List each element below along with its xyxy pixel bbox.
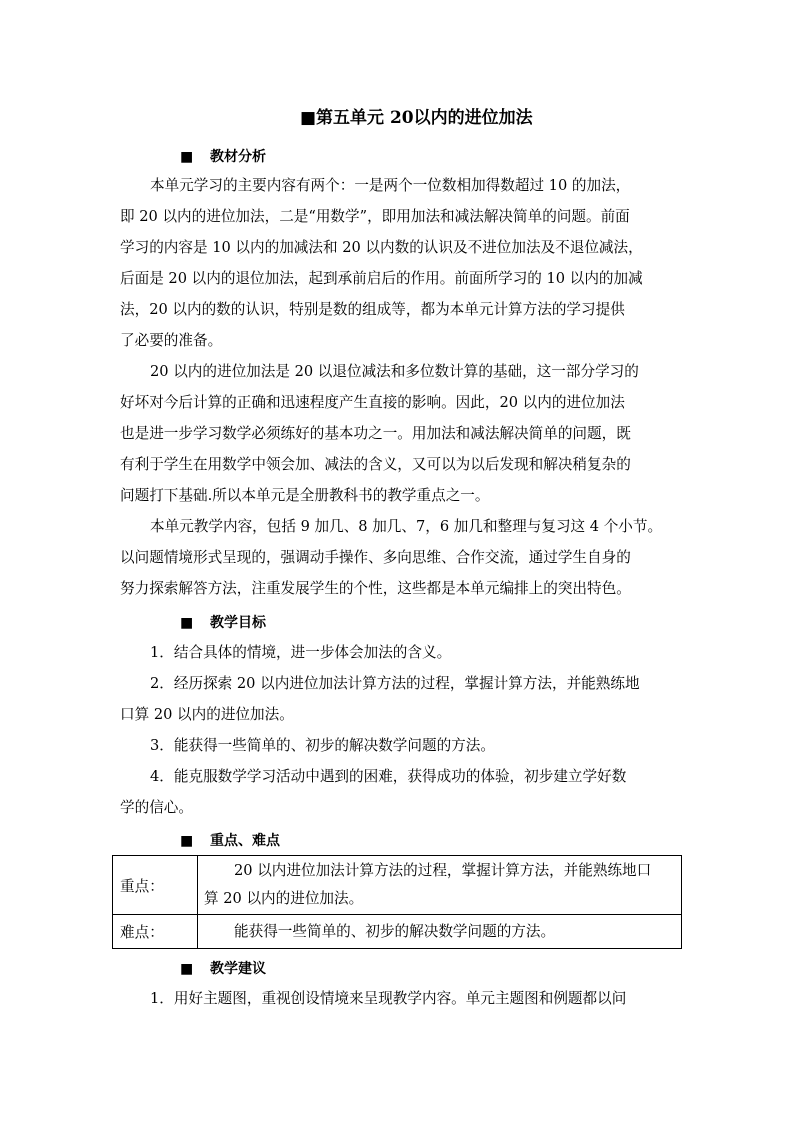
square-bullet-icon: ■ — [180, 961, 194, 977]
square-bullet-icon: ■ — [180, 149, 194, 165]
goal-item: 2．经历探索 20 以内进位加法计算方法的过程，掌握计算方法，并能熟练地 — [150, 675, 640, 692]
paragraph-analysis-1: 本单元学习的主要内容有两个：一是两个一位数相加得数超过 10 的加法， 即 20 以内的进位加法，二是“用数学”，即用加法和减法解决简单的问题。前面 学习的内容是 10 以内的加减法和 20 以内数的认识及不进位加法及不退位减法， 后面是 20 以内的退位加法，起到承前启后的作用。前面所学习的 10 以内的加减 法，20 以内的数的认识，特别是数的组成等，都为本单元计算方法的学习提供 了必要的准备。 — [120, 177, 643, 349]
goals-list: 1．结合具体的情境，进一步体会加法的含义。 2．经历探索 20 以内进位加法计算方法的过程，掌握计算方法，并能熟练地 口算 20 以内的进位加法。 3．能获得一些简单的、初步的解决数学问题的方法。 4．能克服数学学习活动中遇到的困难，获得成功的体验，初步建立学好数 学的信心。 — [120, 637, 682, 823]
difficulty-label: 难点： — [113, 915, 198, 949]
advice-list — [120, 983, 682, 1014]
section-heading-key-points: ■ 重点、难点 — [180, 833, 280, 849]
difficulty-content: 能获得一些简单的、初步的解决数学问题的方法。 — [198, 915, 682, 949]
section-heading-analysis: ■ 教材分析 — [180, 149, 266, 165]
key-difficulty-table — [112, 855, 682, 949]
paragraph-analysis-2: 20 以内的进位加法是 20 以退位减法和多位数计算的基础，这一部分学习的 好坏对今后计算的正确和迅速程度产生直接的影响。因此，20 以内的进位加法 也是进一步学习数学必须练好的基本功之一。用加法和减法解决简单的问题，既 有利于学生在用数学中领会加、减法的含义，又可以为以后发现和解决稍复杂的 问题打下基础.所以本单元是全册教科书的教学重点之一。 — [120, 363, 639, 504]
page-title: ■第五单元 20以内的进位加法 — [300, 108, 533, 128]
square-bullet-icon: ■ — [180, 615, 194, 631]
section-heading-advice: ■ 教学建议 — [180, 961, 266, 977]
table-row — [113, 915, 682, 949]
goal-item: 1．结合具体的情境，进一步体会加法的含义。 — [150, 644, 452, 661]
advice-item: 1．用好主题图，重视创设情境来呈现教学内容。单元主题图和例题都以问 — [150, 990, 627, 1007]
section-heading-goals: ■ 教学目标 — [180, 615, 266, 631]
goal-item: 4．能克服数学学习活动中遇到的困难，获得成功的体验，初步建立学好数 — [150, 768, 627, 785]
paragraph-analysis-3: 本单元教学内容，包括 9 加几、8 加几、7，6 加几和整理与复习这 4 个小节。 以问题情境形式呈现的，强调动手操作、多向思维、合作交流，通过学生自身的 努力探索解答方法，注重发展学生的个性，这些都是本单元编排上的突出特色。 — [120, 518, 663, 597]
table-row — [113, 856, 682, 915]
square-bullet-icon: ■ — [180, 833, 194, 849]
key-label: 重点： — [113, 856, 198, 915]
key-content: 20 以内进位加法计算方法的过程，掌握计算方法，并能熟练地口 算 20 以内的进位加法。 — [198, 856, 682, 915]
goal-item: 3．能获得一些简单的、初步的解决数学问题的方法。 — [150, 737, 495, 754]
